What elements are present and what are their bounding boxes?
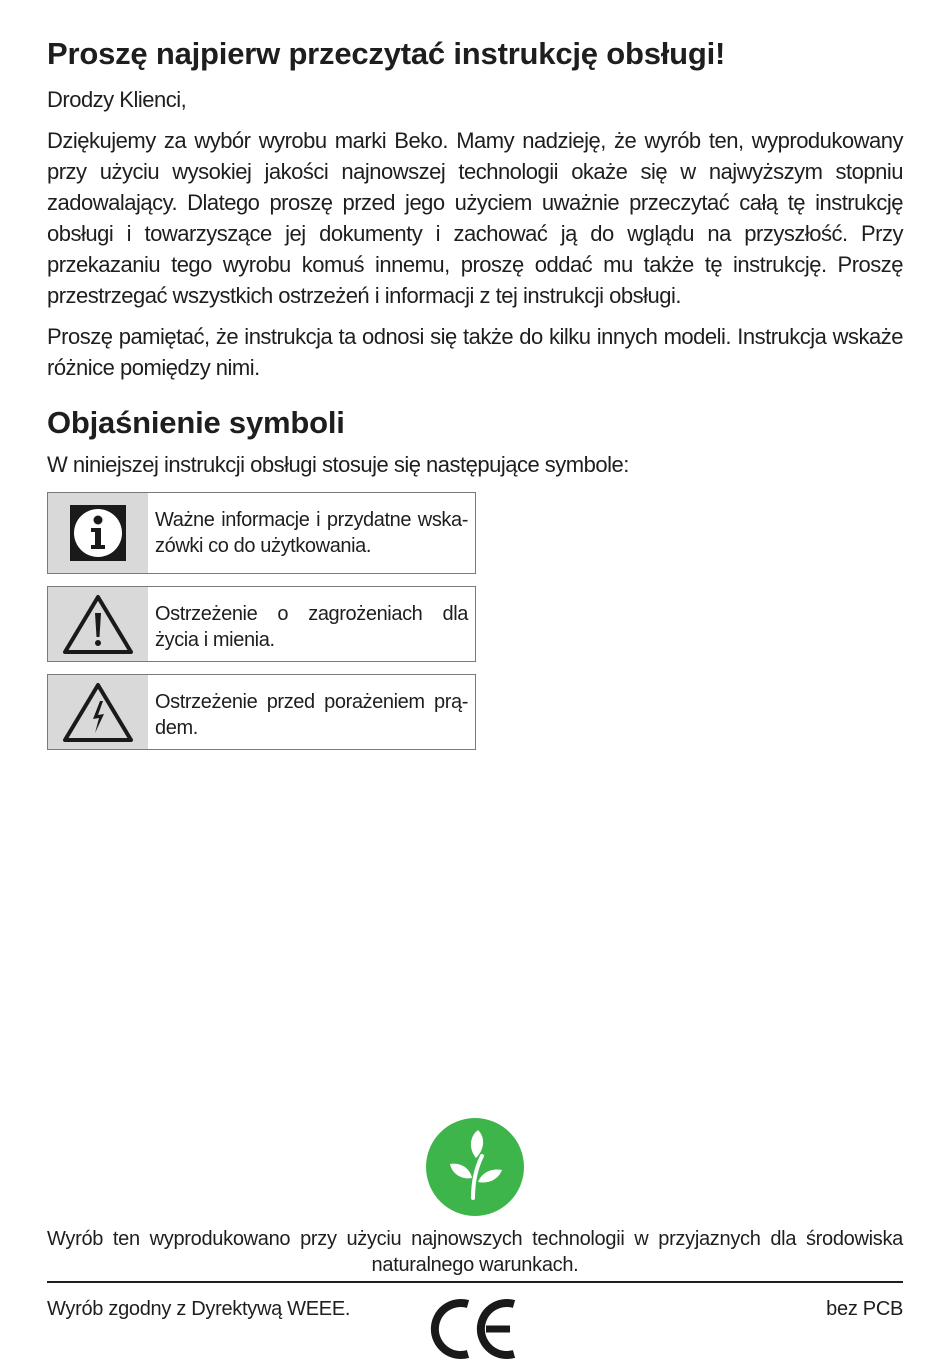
footer-divider (47, 1281, 903, 1283)
symbols-heading: Objaśnienie symboli (47, 405, 345, 440)
weee-compliance: Wyrób zgodny z Dyrektywą WEEE. (47, 1298, 351, 1320)
document-page (47, 34, 903, 762)
intro-paragraph: Dziękujemy za wybór wyrobu marki Beko. Mamy nadzieję, że wyrób ten, wyprodukowany przy użyciu wysokiej jakości najnowszej technologii okaże się w najwyższym stopniu zadowalający. Dlatego proszę przed jego użyciem uważnie przeczytać całą tę instrukcję obsługi i towarzyszące jej dokumenty i zachować ją do wglądu na przyszłość. Przy przekazaniu tego wyrobu komuś innemu, proszę oddać mu także tę instrukcję. Proszę przestrzegać wszystkich ostrzeżeń i informacji z tej instrukcji obsługi. (47, 128, 903, 308)
symbol-row-electric (47, 674, 476, 750)
page-title: Proszę najpierw przeczytać instrukcję obsługi! (47, 36, 726, 71)
symbol-text-info: Ważne informacje i przydatne wska-zówki co do użytkowania. (155, 509, 468, 557)
symbols-intro: W niniejszej instrukcji obsługi stosuje się następujące symbole: (47, 452, 629, 477)
electric-shock-icon (48, 675, 148, 749)
eco-statement: Wyrób ten wyprodukowano przy użyciu najnowszych technologii w przyjaznych dla środowiska naturalnego warunkach. (47, 1228, 903, 1276)
ce-mark-icon (430, 1298, 520, 1360)
symbol-row-info (47, 492, 476, 574)
eco-leaf-icon (426, 1118, 524, 1216)
symbol-row-warning (47, 586, 476, 662)
symbol-text-electric: Ostrzeżenie przed porażeniem prą-dem. (155, 691, 468, 739)
greeting: Drodzy Klienci, (47, 87, 187, 112)
models-paragraph: Proszę pamiętać, że instrukcja ta odnosi się także do kilku innych modeli. Instrukcja wskaże różnice pomiędzy nimi. (47, 324, 903, 380)
info-icon (48, 493, 148, 573)
symbols-list (47, 492, 903, 750)
symbol-text-warning: Ostrzeżenie o zagrożeniach dla życia i mienia. (155, 603, 468, 651)
pcb-free-label: bez PCB (826, 1298, 903, 1320)
warning-icon (48, 587, 148, 661)
